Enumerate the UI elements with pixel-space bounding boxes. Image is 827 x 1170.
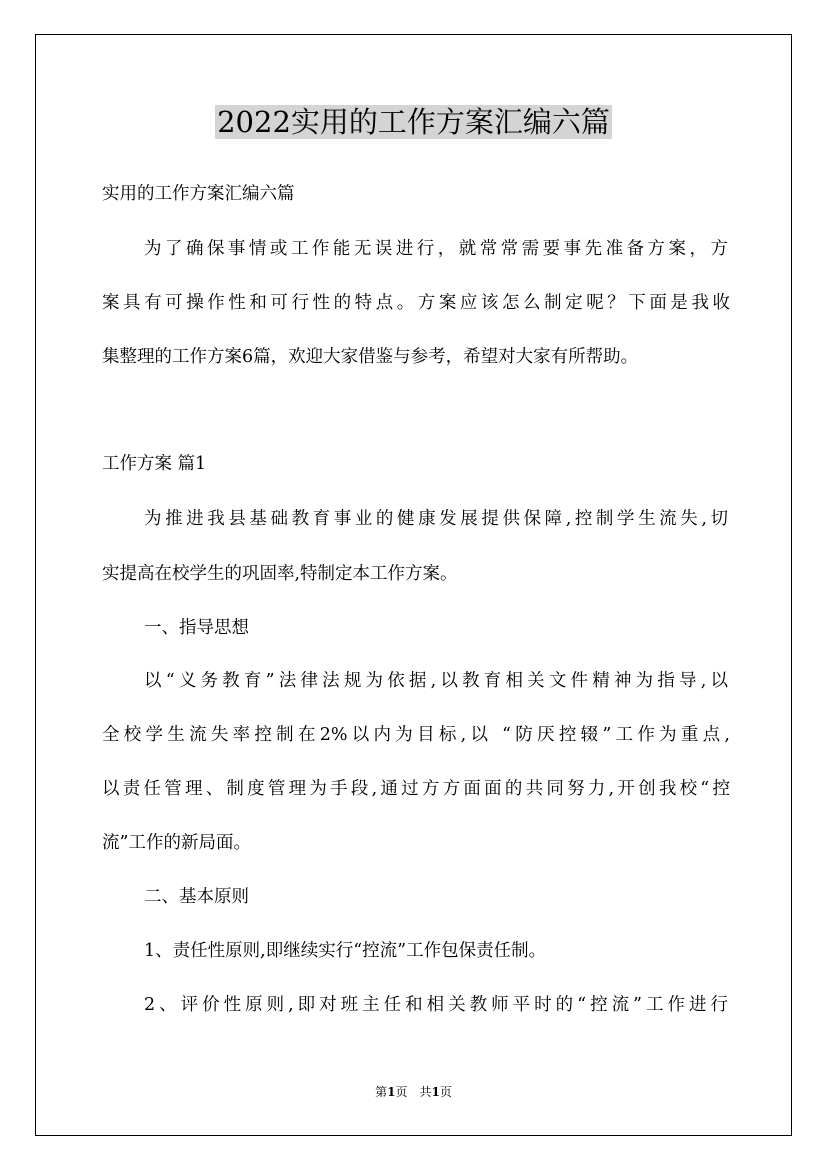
- body-line-1: 为推进我县基础教育事业的健康发展提供保障,控制学生流失,切: [144, 509, 728, 529]
- principle-1: 1、责任性原则,即继续实行“控流”工作包保责任制。: [144, 941, 547, 961]
- footer-suffix: 页: [439, 1085, 452, 1099]
- body-line-6: 以责任管理、制度管理为手段,通过方方面面的共同努力,开创我校“控: [102, 779, 730, 799]
- document-subtitle: 实用的工作方案汇编六篇: [102, 184, 295, 204]
- intro-line-3: 集整理的工作方案6篇，欢迎大家借鉴与参考，希望对大家有所帮助。: [102, 347, 639, 367]
- body-line-7: 流”工作的新局面。: [102, 833, 251, 853]
- intro-line-1: 为了确保事情或工作能无误进行，就常常需要事先准备方案，方: [144, 239, 728, 259]
- heading-basic-principles: 二、基本原则: [144, 887, 249, 907]
- body-line-5: 全校学生流失率控制在2%以内为目标,以 “防厌控辍”工作为重点,: [102, 725, 730, 745]
- footer-page-number: 1: [387, 1085, 396, 1099]
- document-title: [0, 101, 827, 143]
- page-footer: [0, 1084, 827, 1100]
- footer-total-pages: 1: [431, 1085, 440, 1099]
- intro-line-2: 案具有可操作性和可行性的特点。方案应该怎么制定呢？下面是我收: [102, 293, 730, 313]
- footer-mid: 页 共: [395, 1085, 432, 1099]
- heading-guiding-thought: 一、指导思想: [144, 618, 249, 638]
- body-line-4: 以“义务教育”法律法规为依据,以教育相关文件精神为指导,以: [144, 671, 728, 691]
- section-heading: 工作方案 篇1: [102, 454, 207, 474]
- document-title-text: 2022实用的工作方案汇编六篇: [217, 105, 610, 139]
- principle-2: 2、评价性原则,即对班主任和相关教师平时的“控流”工作进行: [144, 995, 728, 1015]
- body-line-2: 实提高在校学生的巩固率,特制定本工作方案。: [102, 564, 458, 584]
- footer-prefix: 第: [375, 1085, 388, 1099]
